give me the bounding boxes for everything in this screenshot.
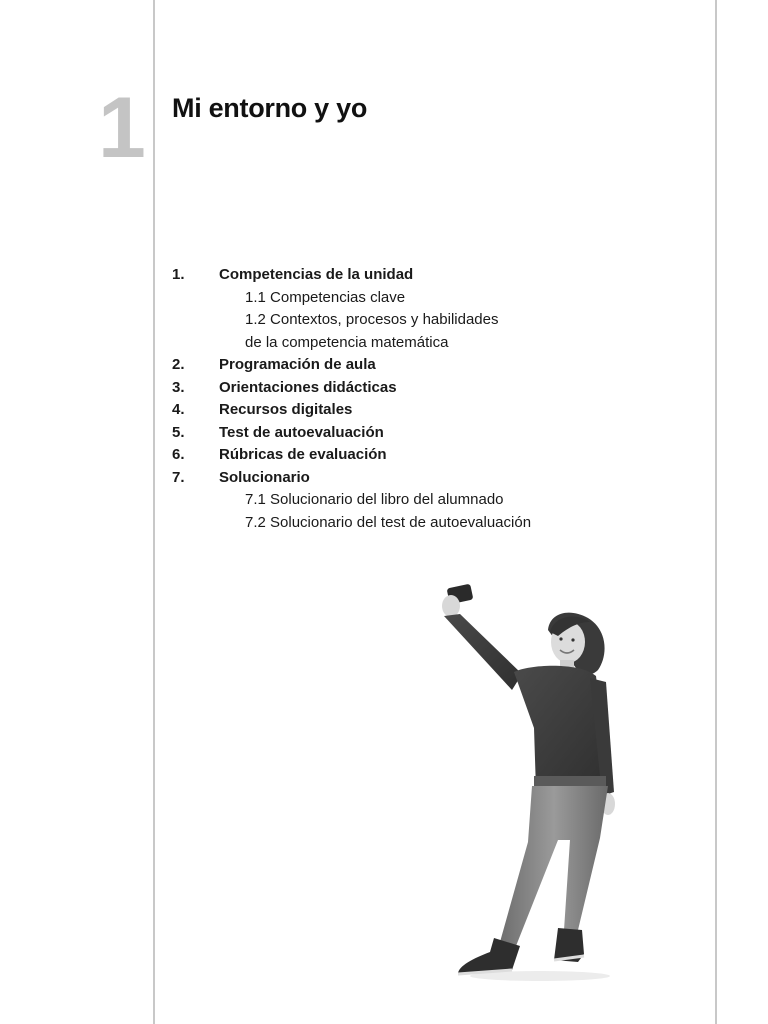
toc-subitem-1-2-continuation: de la competencia matemática xyxy=(245,333,449,351)
toc-item-2 xyxy=(172,354,692,377)
toc-item-number: 3. xyxy=(172,378,185,396)
toc-item-label: Programación de aula xyxy=(219,356,376,373)
toc-item-number: 6. xyxy=(172,446,185,463)
toc-item-label: Orientaciones didácticas xyxy=(219,378,397,396)
toc-subitem-7-1: 7.1 Solucionario del libro del alumnado xyxy=(245,491,504,508)
unit-number: 1 xyxy=(98,80,144,176)
left-margin-rule xyxy=(153,0,155,1024)
toc-item-number: 1. xyxy=(172,266,185,283)
toc-subitem-7-2: 7.2 Solucionario del test de autoevaluación xyxy=(245,513,532,531)
toc-item-number: 2. xyxy=(172,356,185,373)
table-of-contents xyxy=(172,264,692,534)
toc-item-label: Rúbricas de evaluación xyxy=(219,446,387,463)
toc-subitem-1-2: 1.2 Contextos, procesos y habilidades xyxy=(245,311,499,328)
toc-item-label: Recursos digitales xyxy=(219,401,353,418)
toc-item-3 xyxy=(172,377,692,400)
toc-item-number: 5. xyxy=(172,423,185,441)
toc-item-label: Competencias de la unidad xyxy=(219,266,414,283)
toc-item-6 xyxy=(172,444,692,467)
toc-subitem-1-1: 1.1 Competencias clave xyxy=(245,288,406,306)
toc-item-1 xyxy=(172,264,692,287)
toc-item-5 xyxy=(172,422,692,445)
toc-item-number: 4. xyxy=(172,401,185,418)
girl-selfie-photo xyxy=(430,578,630,982)
toc-item-number: 7. xyxy=(172,468,185,486)
toc-item-4 xyxy=(172,399,692,422)
toc-item-label: Solucionario xyxy=(219,468,310,486)
unit-title: Mi entorno y yo xyxy=(172,93,368,123)
right-margin-rule xyxy=(715,0,717,1024)
toc-item-7 xyxy=(172,467,692,490)
toc-item-label: Test de autoevaluación xyxy=(219,423,384,441)
